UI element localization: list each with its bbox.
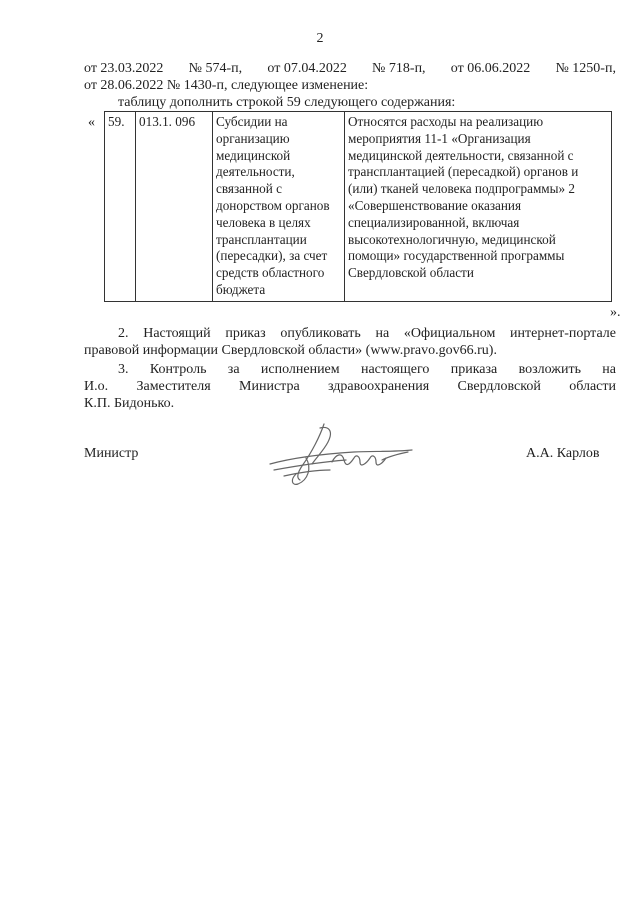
row-number-cell: 59. — [105, 112, 136, 302]
intro-line-3: таблицу дополнить строкой 59 следующего содержания: — [118, 95, 456, 110]
closing-quote: ». — [610, 305, 621, 320]
intro-number-2: № 718-п, — [372, 61, 426, 76]
signatory-name: А.А. Карлов — [526, 446, 600, 461]
row-code-cell: 013.1. 096 — [136, 112, 213, 302]
paragraph-2-line-2: правовой информации Свердловской области» (www.pravo.gov66.ru). — [84, 343, 497, 358]
paragraph-2-line-1: 2. Настоящий приказ опубликовать на «Официальном интернет-портале — [118, 326, 616, 341]
table-row — [105, 112, 612, 302]
row-name-cell: Субсидии на организацию медицинской деятельности, связанной с донорством органов человека в целях трансплантации (пересадки), за счет средств областного бюджета — [213, 112, 345, 302]
inserted-table-row — [104, 111, 612, 302]
intro-number-1: № 574-п, — [188, 61, 243, 76]
intro-line-1 — [84, 60, 616, 77]
paragraph-3-line-3: К.П. Бидонько. — [84, 396, 175, 411]
intro-date-1: от 23.03.2022 — [84, 61, 164, 76]
row-description-cell: Относятся расходы на реализацию мероприятия 11-1 «Организация медицинской деятельности, связанной с трансплантацией (пересадкой) органов и (или) тканей человека подпрограммы» 2 «Совершенствование оказания специализированной, включая высокотехнологичную, медицинской помощи» государственной программы Свердловской области — [345, 112, 612, 302]
intro-line-2: от 28.06.2022 № 1430-п, следующее изменение: — [84, 78, 369, 93]
handwritten-signature — [262, 418, 422, 490]
opening-quote: « — [88, 115, 95, 130]
signatory-title: Министр — [84, 446, 139, 461]
intro-date-2: от 07.04.2022 — [267, 61, 347, 76]
intro-number-3: № 1250-п, — [555, 61, 616, 76]
intro-date-3: от 06.06.2022 — [450, 61, 531, 76]
paragraph-3-line-2: И.о. Заместителя Министра здравоохранения Свердловской области — [84, 379, 616, 394]
page-number: 2 — [316, 31, 324, 46]
paragraph-3-line-1: 3. Контроль за исполнением настоящего приказа возложить на — [118, 362, 616, 377]
